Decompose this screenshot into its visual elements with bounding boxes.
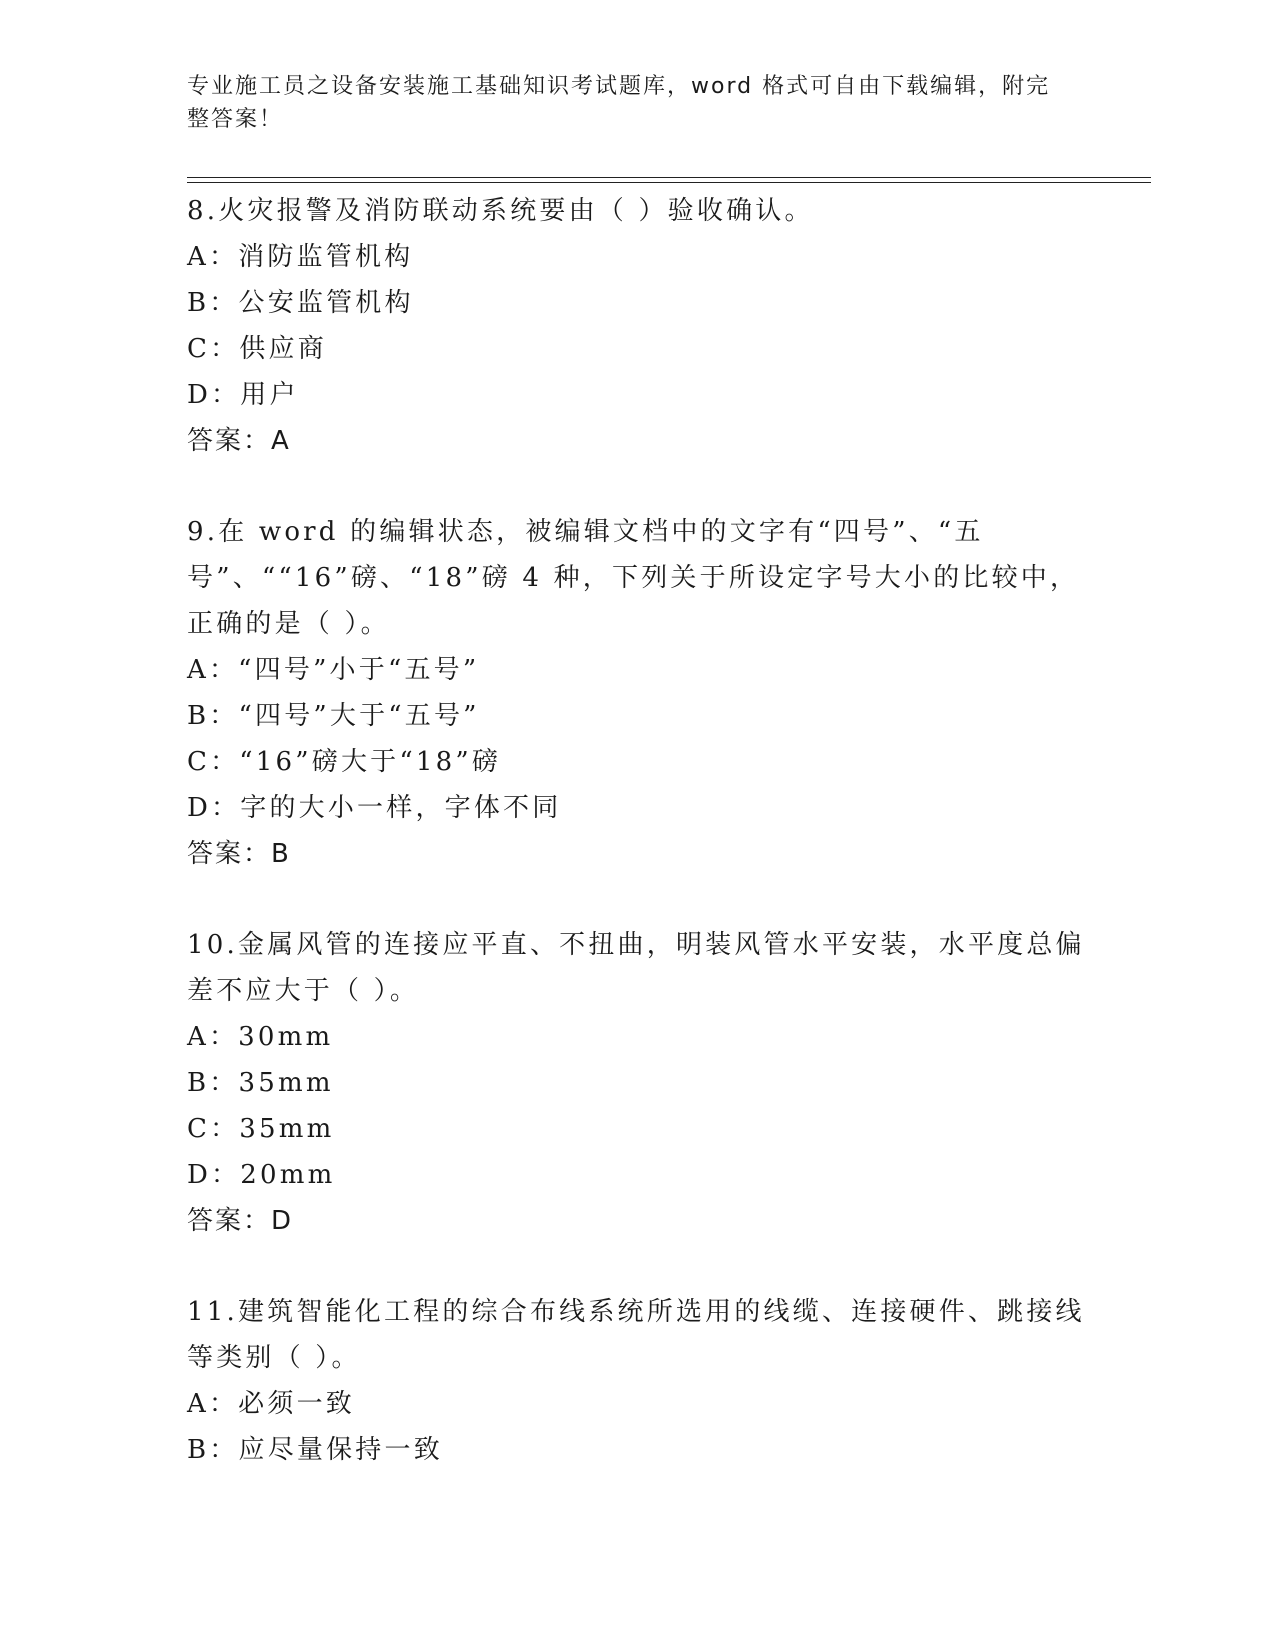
- option-b: B：应尽量保持一致: [187, 1435, 443, 1465]
- option-b: B：35mm: [187, 1068, 334, 1098]
- header-divider-top: [187, 177, 1151, 178]
- answer-line: 答案：D: [187, 1206, 294, 1236]
- question-text: 9.在 word 的编辑状态，被编辑文档中的文字有“四号”、“五号”、““16”磅、“18”磅 4 种，下列关于所设定字号大小的比较中，正确的是（ ）。: [187, 517, 1080, 639]
- question-8: [187, 188, 1087, 464]
- option-a: A：必须一致: [187, 1389, 355, 1419]
- question-10: [187, 922, 1087, 1244]
- answer-line: 答案：A: [187, 426, 291, 456]
- question-text: 10.金属风管的连接应平直、不扭曲，明装风管水平安装，水平度总偏差不应大于（ ）。: [187, 930, 1085, 1006]
- option-c: C：“16”磅大于“18”磅: [187, 747, 502, 777]
- option-a: A：“四号”小于“五号”: [187, 655, 480, 685]
- option-d: D：用户: [187, 380, 299, 410]
- document-header: 专业施工员之设备安装施工基础知识考试题库，word 格式可自由下载编辑，附完整答案！: [187, 74, 1051, 132]
- answer-line: 答案：B: [187, 839, 291, 869]
- question-text: 8.火灾报警及消防联动系统要由（ ）验收确认。: [187, 196, 814, 226]
- option-a: A：30mm: [187, 1022, 334, 1052]
- header-divider-bottom: [187, 182, 1151, 183]
- option-b: B：公安监管机构: [187, 288, 414, 318]
- option-b: B：“四号”大于“五号”: [187, 701, 480, 731]
- question-9: [187, 509, 1087, 877]
- option-a: A：消防监管机构: [187, 242, 414, 272]
- question-list: [187, 188, 1087, 1518]
- option-c: C：供应商: [187, 334, 327, 364]
- question-11: [187, 1289, 1087, 1473]
- option-d: D：20mm: [187, 1160, 336, 1190]
- option-c: C：35mm: [187, 1114, 335, 1144]
- question-text: 11.建筑智能化工程的综合布线系统所选用的线缆、连接硬件、跳接线等类别（ ）。: [187, 1297, 1085, 1373]
- option-d: D：字的大小一样，字体不同: [187, 793, 562, 823]
